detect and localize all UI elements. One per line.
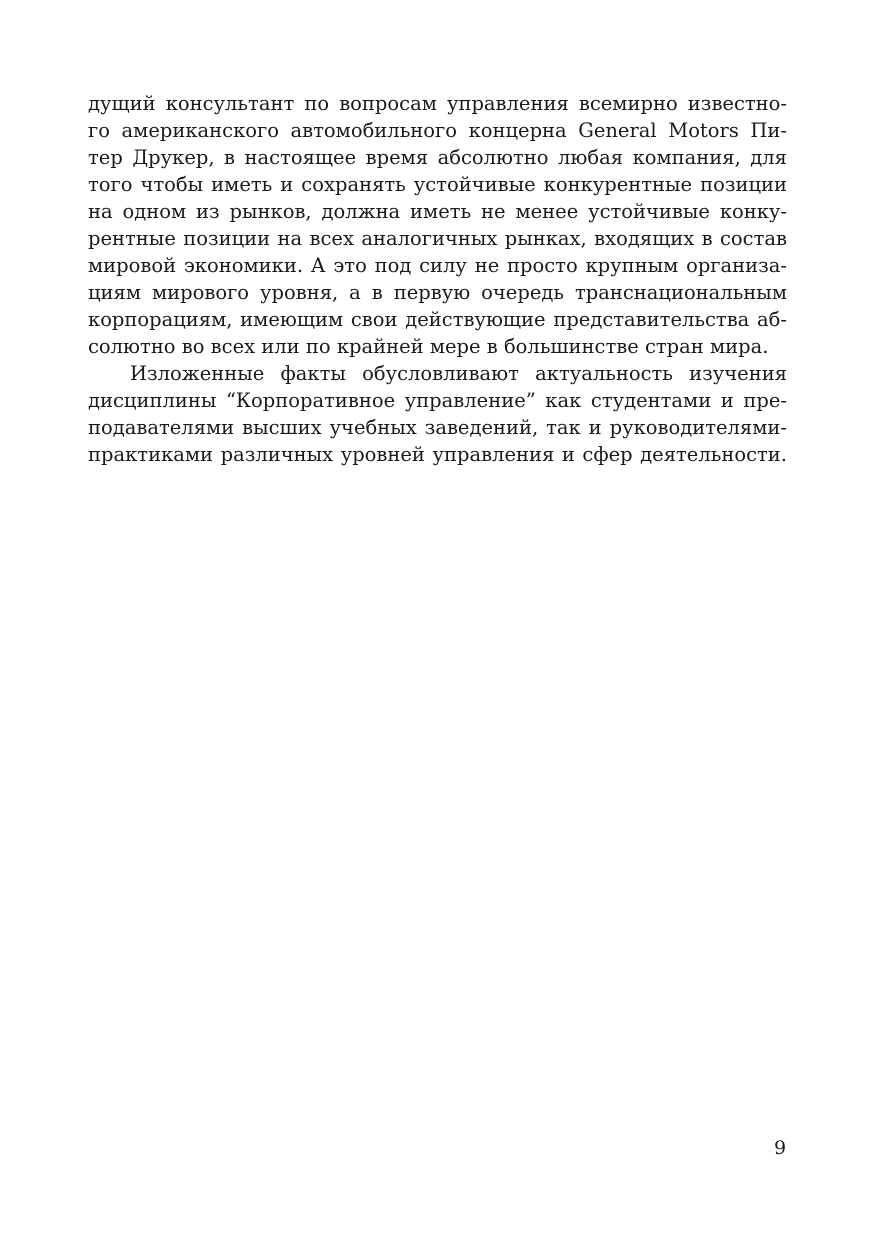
text-line: на одном из рынков, должна иметь не менее устойчивые конку- bbox=[88, 200, 787, 223]
page-body bbox=[88, 90, 787, 468]
text-line: подавателями высших учебных заведений, так и руководителями- bbox=[88, 416, 787, 439]
text-line: дисциплины “Корпоративное управление” как студентами и пре- bbox=[88, 389, 787, 412]
text-line: го американского автомобильного концерна General Motors Пи- bbox=[88, 119, 787, 142]
text-line: рентные позиции на всех аналогичных рынках, входящих в состав bbox=[88, 227, 787, 250]
text-line: солютно во всех или по крайней мере в большинстве стран мира. bbox=[88, 335, 769, 358]
paragraph-2 bbox=[88, 360, 787, 468]
page-number: 9 bbox=[773, 1137, 787, 1159]
text-line: циям мирового уровня, а в первую очередь транснациональным bbox=[88, 281, 787, 304]
text-line: мировой экономики. А это под силу не просто крупным организа- bbox=[88, 254, 787, 277]
text-line: корпорациям, имеющим свои действующие представительства аб- bbox=[88, 308, 787, 331]
text-line: того чтобы иметь и сохранять устойчивые конкурентные позиции bbox=[88, 173, 787, 196]
text-line: дущий консультант по вопросам управления всемирно известно- bbox=[88, 92, 787, 115]
text-line: Изложенные факты обусловливают актуальность изучения bbox=[130, 362, 787, 385]
paragraph-1 bbox=[88, 90, 787, 360]
text-line: практиками различных уровней управления и сфер деятельности. bbox=[88, 443, 787, 466]
text-line: тер Друкер, в настоящее время абсолютно любая компания, для bbox=[88, 146, 787, 169]
